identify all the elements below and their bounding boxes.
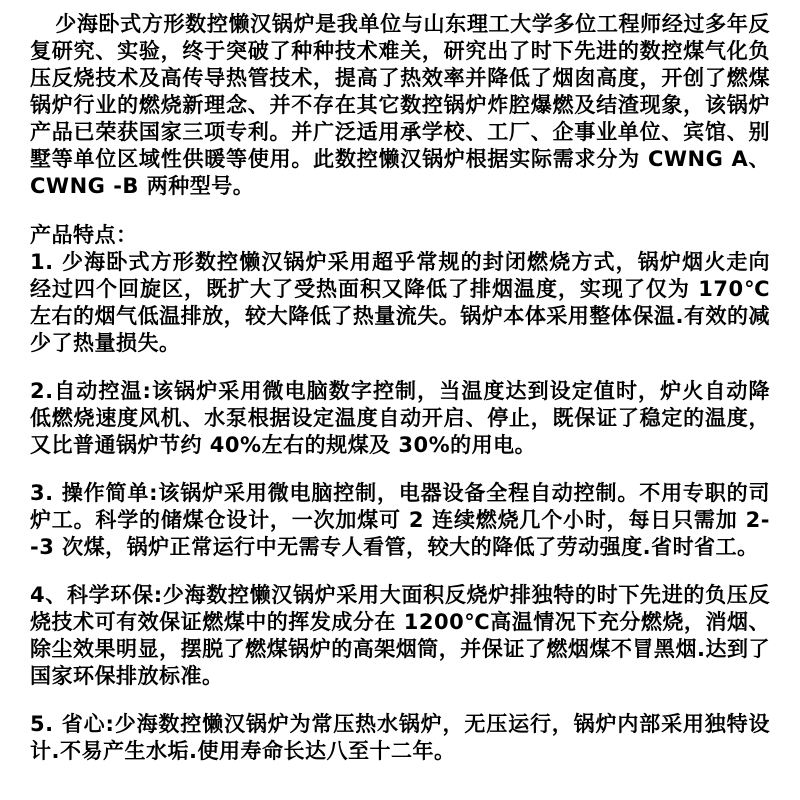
feature-paragraph-2: 2.自动控温:该锅炉采用微电脑数字控制，当温度达到设定值时，炉火自动降低燃烧速度风机、水泵根据设定温度自动开启、停止，既保证了稳定的温度，又比普通锅炉节约 40%左右的规煤及 30%的用电。 <box>30 379 770 457</box>
intro-paragraph: 少海卧式方形数控懒汉锅炉是我单位与山东理工大学多位工程师经过多年反复研究、实验，终于突破了种种技术难关，研究出了时下先进的数控煤气化负压反烧技术及高传导热管技术，提高了热效率并降低了烟囱高度，开创了燃煤锅炉行业的燃烧新理念、并不存在其它数控锅炉炸腔爆燃及结渣现象，该锅炉产品已荣获国家三项专利。并广泛适用承学校、工厂、企事业单位、宾馆、别墅等单位区域性供暖等使用。此数控懒汉锅炉根据实际需求分为 CWNG A、CWNG -B 两种型号。 <box>30 12 770 198</box>
section-title: 产品特点： <box>30 223 138 247</box>
feature-paragraph-3: 3. 操作简单:该锅炉采用微电脑控制，电器设备全程自动控制。不用专职的司炉工。科学的储煤仓设计，一次加煤可 2 连续燃烧几个小时，每日只需加 2--3 次煤，锅炉正常运行中无需专人看管，较大的降低了劳动强度.省时省工。 <box>30 481 770 559</box>
feature-paragraph-4: 4、科学环保:少海数控懒汉锅炉采用大面积反烧炉排独特的时下先进的负压反烧技术可有效保证燃煤中的挥发成分在 1200℃高温情况下充分燃烧，消烟、除尘效果明显，摆脱了燃煤锅炉的高架烟筒，并保证了燃烟煤不冒黑烟.达到了国家环保排放标准。 <box>30 583 770 688</box>
feature-paragraph-5: 5. 省心:少海数控懒汉锅炉为常压热水锅炉，无压运行，锅炉内部采用独特设计.不易产生水垢.使用寿命长达八至十二年。 <box>30 712 770 763</box>
feature-paragraph-1: 1. 少海卧式方形数控懒汉锅炉采用超乎常规的封闭燃烧方式，锅炉烟火走向经过四个回旋区，既扩大了受热面积又降低了排烟温度，实现了仅为 170℃左右的烟气低温排放，较大降低了热量流失。锅炉本体采用整体保温.有效的减少了热量损失。 <box>30 250 770 355</box>
